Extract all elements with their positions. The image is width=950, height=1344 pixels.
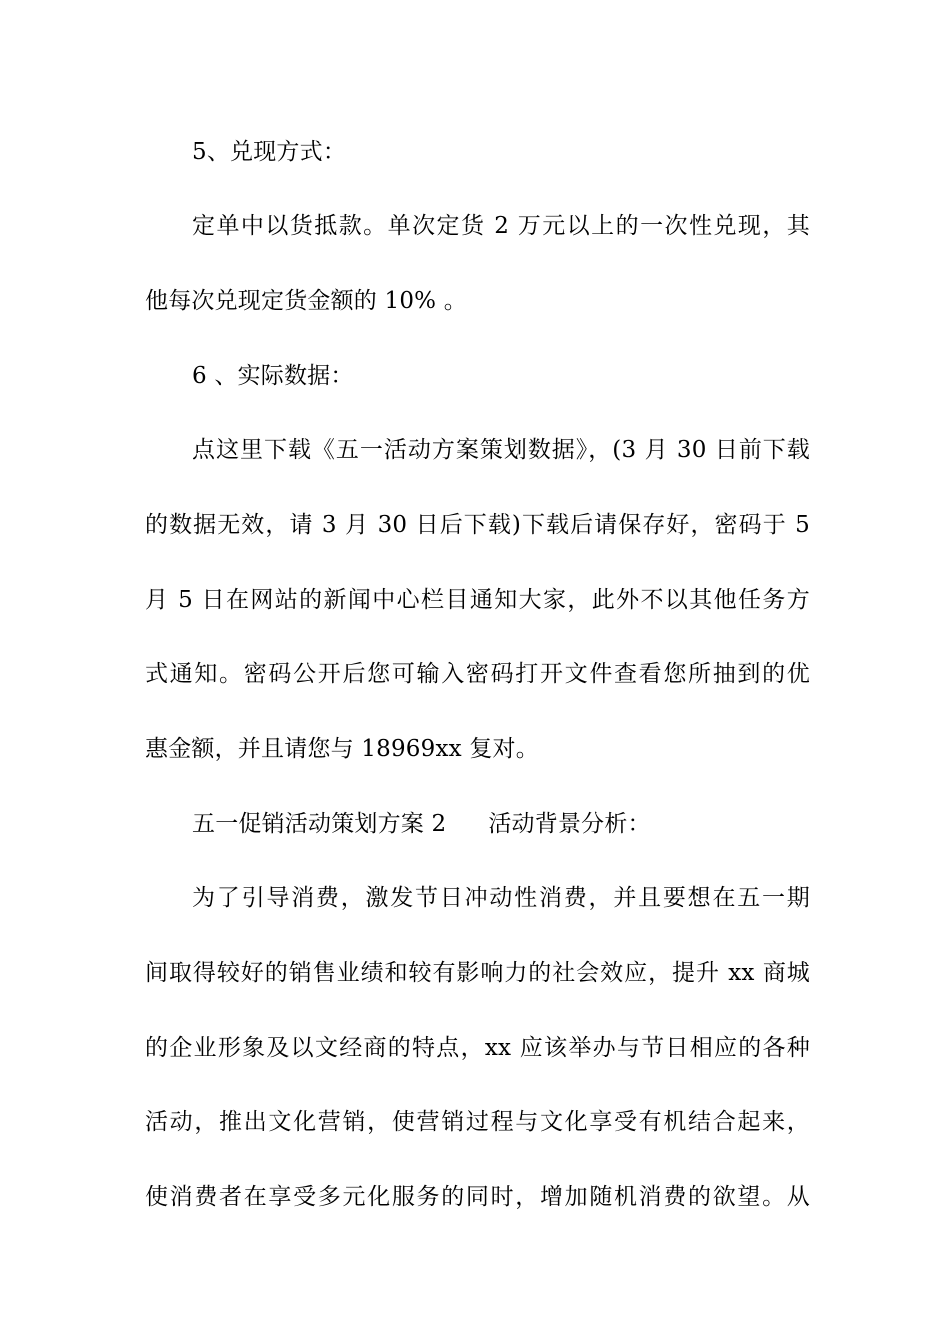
paragraph-line: 式通知。密码公开后您可输入密码打开文件查看您所抽到的优 — [145, 661, 810, 687]
section-heading — [192, 809, 810, 839]
paragraph-line: 月 5 日在网站的新闻中心栏目通知大家，此外不以其他任务方 — [145, 587, 810, 613]
paragraph-line: 为了引导消费，激发节日冲动性消费，并且要想在五一期 — [192, 885, 810, 911]
paragraph-line: 使消费者在享受多元化服务的同时，增加随机消费的欲望。从 — [145, 1184, 810, 1210]
section-subtitle: 活动背景分析： — [488, 811, 651, 837]
heading-redemption-method: 5、兑现方式： — [192, 139, 347, 165]
paragraph-line: 惠金额，并且请您与 18969xx 复对。 — [145, 736, 539, 762]
paragraph-line: 定单中以货抵款。单次定货 2 万元以上的一次性兑现，其 — [192, 213, 810, 239]
section-title: 五一促销活动策划方案 2 — [192, 811, 447, 837]
paragraph-line: 点这里下载《五一活动方案策划数据》，(3 月 30 日前下载 — [192, 437, 810, 463]
paragraph-line: 间取得较好的销售业绩和较有影响力的社会效应，提升 xx 商城 — [145, 960, 810, 986]
paragraph-line: 的数据无效，请 3 月 30 日后下载)下载后请保存好，密码于 5 — [145, 512, 810, 538]
paragraph-line: 的企业形象及以文经商的特点，xx 应该举办与节日相应的各种 — [145, 1035, 810, 1061]
heading-actual-data: 6 、实际数据： — [192, 363, 354, 389]
paragraph-line: 活动，推出文化营销，使营销过程与文化享受有机结合起来， — [145, 1109, 810, 1135]
paragraph-line: 他每次兑现定货金额的 10% 。 — [145, 288, 467, 314]
